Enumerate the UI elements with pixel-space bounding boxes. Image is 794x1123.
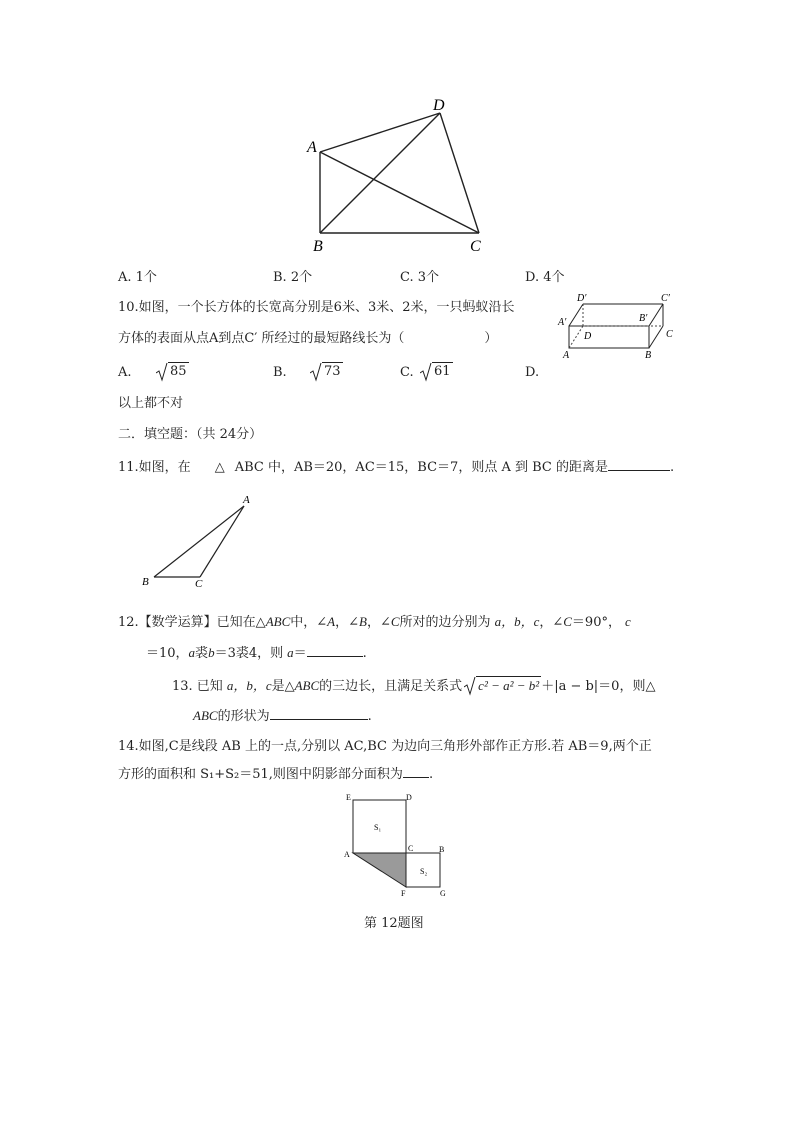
q12-a2: a <box>287 645 294 660</box>
q12-prefix: 12.【数学运算】已知在△ <box>118 615 266 630</box>
q13-line2-text: 的形状为 <box>217 709 270 724</box>
q12-mid6: ＝90°， <box>571 615 621 630</box>
vertex-label-c: C <box>470 238 481 255</box>
answer-blank[interactable] <box>307 643 363 657</box>
q10-line2-text: 方体的表面从点A到点C′ 所经过的最短路线长为（ <box>118 331 405 346</box>
q10-option-a <box>118 364 132 382</box>
q10-option-b-label: B. <box>273 365 287 380</box>
vertex-label-d: D <box>433 97 445 114</box>
q12-eq: ＝ <box>293 646 307 661</box>
square-label-f: F <box>401 889 406 898</box>
q12-vars: a，b，c <box>494 614 540 629</box>
q13-prefix: 13. 已知 <box>172 679 223 694</box>
sqrt-73-value: 73 <box>324 364 341 379</box>
cuboid-label-b: B <box>645 350 652 361</box>
vertex-label-a: A <box>307 139 317 156</box>
q10-line1: 10.如图，一个长方体的长宽高分别是6米、3米、2米，一只蚂蚁沿长 <box>118 300 515 315</box>
cuboid-label-b1: B′ <box>639 313 648 324</box>
q11-text <box>118 457 674 477</box>
q10-option-c-label: C. <box>400 365 414 380</box>
triangle-label-a: A <box>243 494 250 506</box>
square-label-a: A <box>344 850 350 859</box>
q13-mid2: 的三边长，且满足关系式 <box>319 679 463 694</box>
q13-vars: a，b，c <box>226 678 272 693</box>
q12-mid4: 所对的边分别为 <box>399 615 491 630</box>
cuboid-label-d: D <box>584 331 592 342</box>
cuboid-label-d1: D′ <box>577 293 587 304</box>
sqrt-85-value: 85 <box>170 364 187 379</box>
q10-option-c-sqrt <box>420 362 453 381</box>
vertex-label-b: B <box>313 238 323 255</box>
q13-end: . <box>367 709 372 724</box>
square-label-e: E <box>346 793 351 802</box>
q12-ratio: ＝3裘4，则 <box>214 646 284 661</box>
q12-abc: ABC <box>265 614 291 629</box>
cuboid-label-a1: A′ <box>558 317 567 328</box>
q12-mid2: ，∠ <box>335 615 360 630</box>
q12-a: a <box>188 645 196 660</box>
quadrilateral-figure <box>300 92 500 257</box>
q10-option-b <box>273 364 287 382</box>
square-label-d: D <box>406 793 412 802</box>
answer-blank[interactable] <box>270 706 368 720</box>
q9-option-b: B. 2个 <box>273 270 313 285</box>
q9-option-d: D. 4个 <box>525 270 565 285</box>
q12-ratio-sym: 裘 <box>195 646 209 661</box>
q14-line2 <box>118 764 433 784</box>
q10-option-a-sqrt <box>156 362 189 381</box>
q11-part2: ABC 中，AB＝20，AC＝15，BC＝7，则点 A 到 BC 的距离是 <box>234 460 608 475</box>
q14-line1: 14.如图,C是线段 AB 上的一点,分别以 AC,BC 为边向三角形外部作正方形.若 AB＝9,两个正 <box>118 739 652 754</box>
squares-figure <box>340 790 460 902</box>
cuboid-label-a: A <box>563 350 570 361</box>
q10-option-d: D. <box>525 365 540 380</box>
q14-line2-text: 方形的面积和 S₁+S₂＝51,则图中阴影部分面积为 <box>118 767 403 782</box>
cuboid-label-c: C <box>666 329 673 340</box>
q12-line1 <box>118 613 631 632</box>
q10-line2 <box>118 330 497 348</box>
q13-sqrt <box>464 676 541 696</box>
q13-abc: ABC <box>294 678 320 693</box>
q9-option-c: C. 3个 <box>400 270 440 285</box>
answer-blank[interactable] <box>608 457 670 471</box>
q12-angle-c2: C <box>563 614 572 629</box>
q12-line2a: ＝10， <box>146 646 189 661</box>
q10-option-c <box>400 364 414 382</box>
q13-rest: ＋|a − b|＝0，则△ <box>541 679 656 694</box>
square-label-g: G <box>440 889 446 898</box>
q10-option-d-text: 以上都不对 <box>118 396 184 411</box>
q10-option-b-sqrt <box>310 362 343 381</box>
q9-option-a: A. 1个 <box>118 270 157 285</box>
q10-option-a-label: A. <box>118 365 132 380</box>
q13-radicand: c² − a² − b² <box>478 678 540 693</box>
q12-mid5: ，∠ <box>539 615 564 630</box>
q11-end: . <box>669 460 675 475</box>
q12-angle-a: A <box>327 614 336 629</box>
q12-line2 <box>146 643 367 663</box>
square-label-s2: S₂ <box>420 867 428 876</box>
sqrt-61-value: 61 <box>434 364 451 379</box>
q12-angle-c: C <box>390 614 400 629</box>
cuboid-label-c1: C′ <box>661 293 670 304</box>
q12-mid1: 中，∠ <box>290 615 328 630</box>
answer-blank[interactable] <box>403 764 429 778</box>
cuboid-figure <box>555 290 685 365</box>
q11-part1: 11.如图，在 <box>118 460 191 475</box>
triangle-label-c: C <box>195 578 203 590</box>
q12-angle-b: B <box>359 614 367 629</box>
triangle-figure <box>138 490 258 590</box>
q10-line2-close: ） <box>484 331 498 346</box>
q14-end: . <box>428 767 434 782</box>
q12-b: b <box>208 645 215 660</box>
figure-caption: 第 12题图 <box>364 916 424 931</box>
q12-c: c <box>624 614 631 629</box>
q13-abc2: ABC <box>193 708 218 723</box>
q12-mid3: ，∠ <box>366 615 391 630</box>
square-label-s1: S₁ <box>374 823 382 832</box>
square-label-c: C <box>408 844 414 853</box>
q12-end: . <box>362 646 367 661</box>
square-label-b: B <box>439 845 445 854</box>
q13-line2 <box>193 706 372 726</box>
section-heading: 二．填空题：（共 24分） <box>118 427 263 442</box>
triangle-label-b: B <box>142 576 149 588</box>
q13-line1 <box>172 676 655 696</box>
triangle-symbol: △ <box>214 460 225 475</box>
q13-mid: 是△ <box>271 679 295 694</box>
